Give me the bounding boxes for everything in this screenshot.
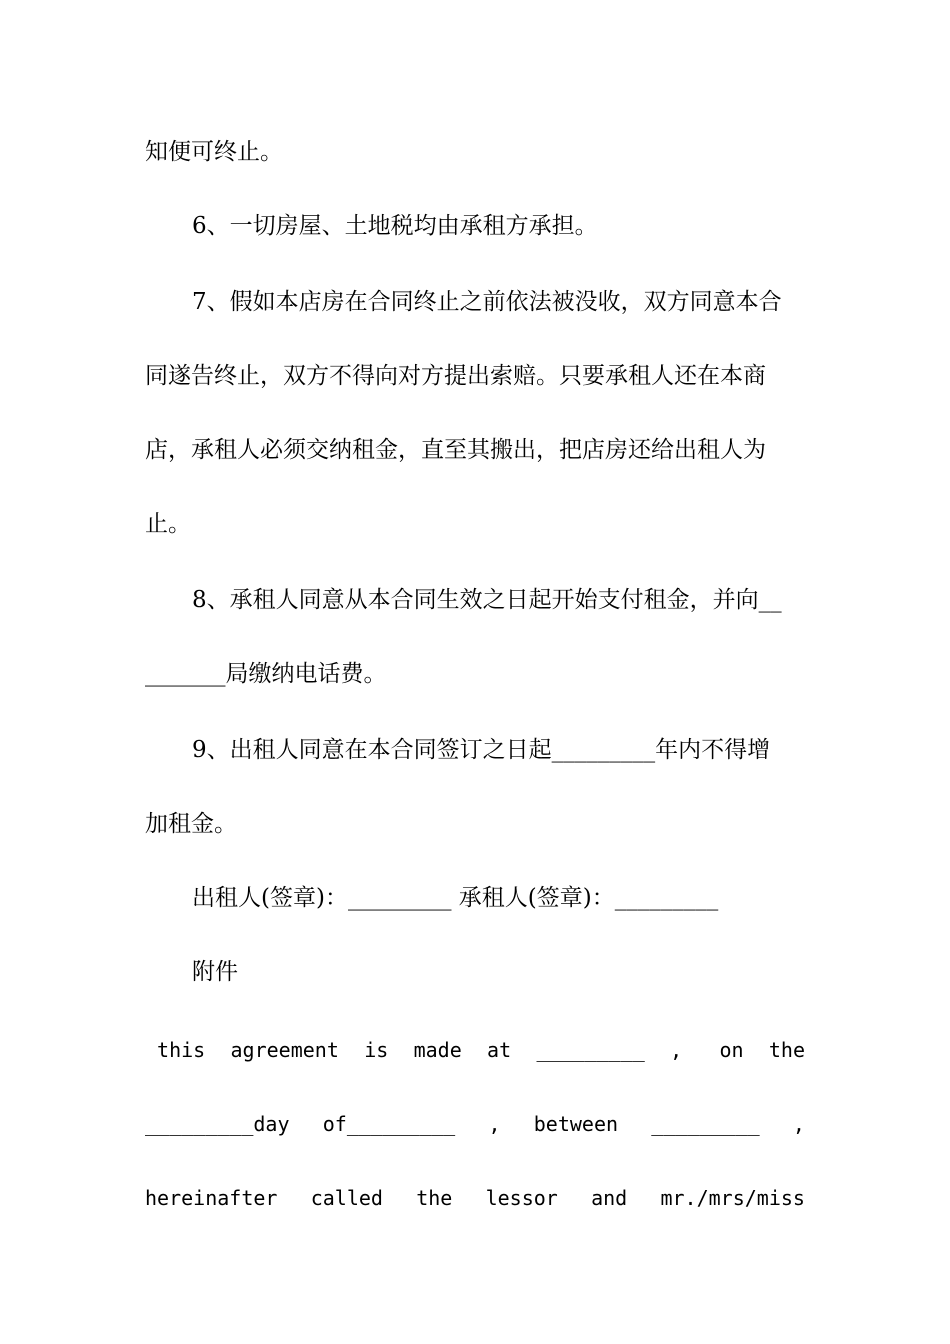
english-blank: _________ (536, 1038, 645, 1062)
english-word: , (488, 1112, 501, 1136)
english-line-1 (145, 1034, 805, 1066)
english-word: between (533, 1112, 619, 1136)
clause-7-line-1: 7、假如本店房在合同终止之前依法被没收，双方同意本合 (192, 289, 782, 315)
english-word: the (768, 1038, 805, 1062)
english-word: , (792, 1112, 805, 1136)
english-word: this (145, 1038, 206, 1062)
english-blank: _________ (651, 1112, 760, 1136)
clause-7-line-2: 同遂告终止，双方不得向对方提出索赔。只要承租人还在本商 (145, 363, 766, 389)
english-word: _________day (145, 1112, 290, 1136)
english-word: of_________ (322, 1112, 456, 1136)
clause-8-line-1: 8、承租人同意从本合同生效之日起开始支付租金，并向__ (192, 587, 782, 613)
paragraph-continuation: 知便可终止。 (145, 139, 283, 165)
english-word: is (364, 1038, 389, 1062)
english-word: the (416, 1186, 453, 1210)
english-word: on (707, 1038, 744, 1062)
appendix-heading: 附件 (192, 959, 238, 985)
clause-8-line-2: _______局缴纳电话费。 (145, 661, 387, 687)
clause-9-line-2: 加租金。 (145, 811, 237, 837)
english-word: and (591, 1186, 628, 1210)
english-word: called (310, 1186, 383, 1210)
english-word: , (670, 1038, 683, 1062)
clause-6: 6、一切房屋、土地税均由承租方承担。 (192, 213, 598, 239)
clause-7-line-3: 店，承租人必须交纳租金，直至其搬出，把店房还给出租人为 (145, 437, 766, 463)
english-line-2 (145, 1108, 805, 1140)
english-word: lessor (485, 1186, 558, 1210)
english-word: agreement (230, 1038, 339, 1062)
english-word: mr./mrs/miss (660, 1186, 805, 1210)
english-line-3 (145, 1182, 805, 1214)
english-word: hereinafter (145, 1186, 278, 1210)
clause-7-line-4: 止。 (145, 511, 191, 537)
english-word: at (487, 1038, 512, 1062)
signature-line: 出租人(签章)：_________ 承租人(签章)：_________ (192, 885, 719, 911)
english-word: made (413, 1038, 462, 1062)
clause-9-line-1: 9、出租人同意在本合同签订之日起_________年内不得增 (192, 737, 771, 763)
